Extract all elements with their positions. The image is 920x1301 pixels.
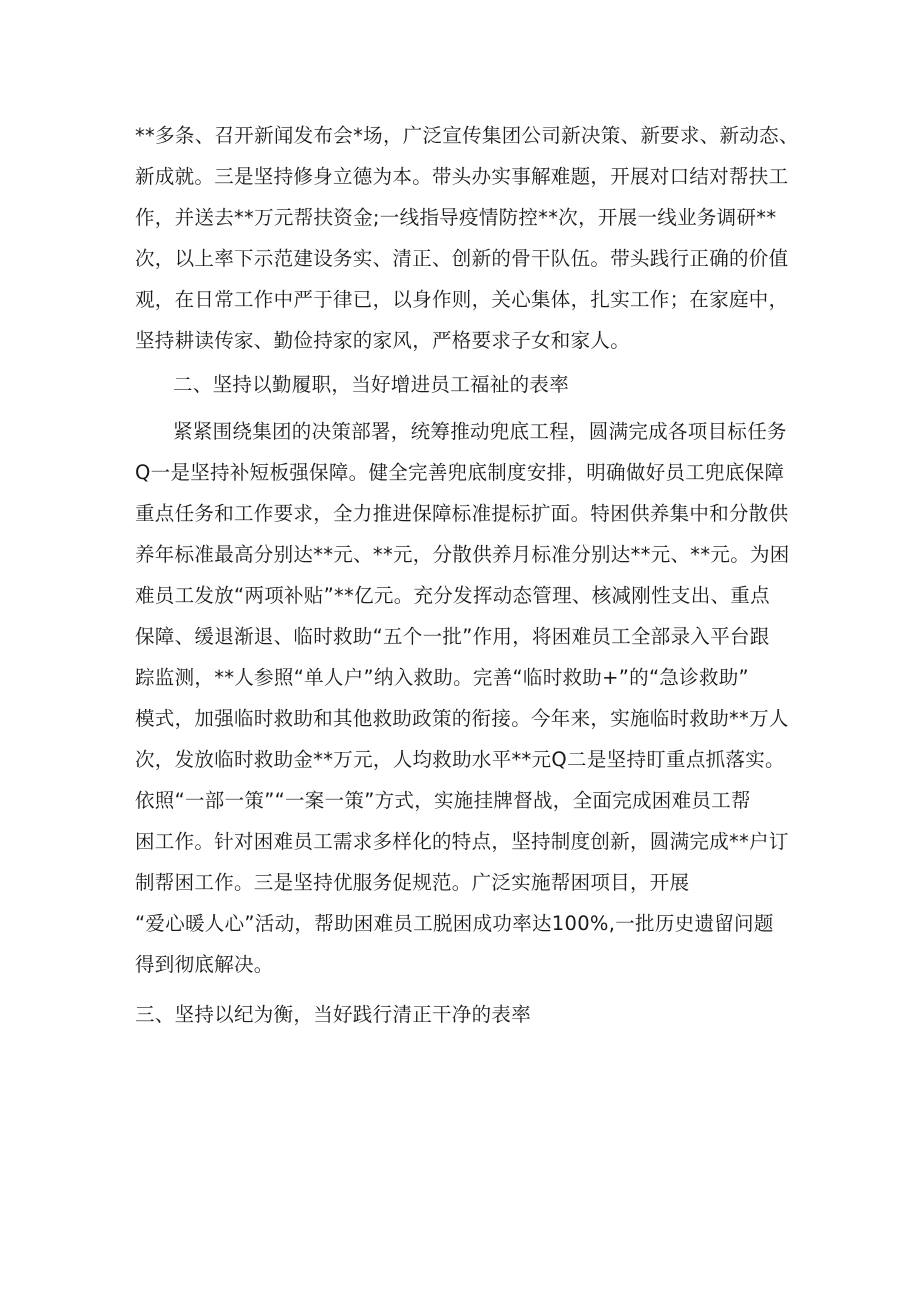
body-text-line: 难员工发放“两项补贴”**亿元。充分发挥动态管理、核减刚性支出、重点 [135,584,770,607]
body-text-line: 新成就。三是坚持修身立德为本。带头办实事解难题，开展对口结对帮扶工 [135,165,789,188]
paragraph-first-line: 紧紧围绕集团的决策部署，统筹推动兜底工程，圆满完成各项目标任务 [173,420,787,443]
body-text-line: 踪监测，**人参照“单人户”纳入救助。完善“临时救助+”的“急诊救助” [135,666,749,689]
body-text-line: 模式，加强临时救助和其他救助政策的衔接。今年来，实施临时救助**万人 [135,707,789,730]
body-text-line: 得到彻底解决。 [135,953,274,976]
body-text-line: 观，在日常工作中严于律已，以身作则，关心集体，扎实工作；在家庭中， [135,288,789,311]
body-text-line: 养年标准最高分别达**元、**元，分散供养月标准分别达**元、**元。为困 [135,543,790,566]
section-heading-2: 二、坚持以勤履职，当好增进员工福祉的表率 [173,373,570,396]
body-text-line: 困工作。针对困难员工需求多样化的特点，坚持制度创新，圆满完成**户订 [135,830,789,853]
body-text-line: 三、坚持以纪为衡，当好践行清正干净的表率 [135,1003,532,1026]
body-text-line: 重点任务和工作要求，全力推进保障标准提标扩面。特困供养集中和分散供 [135,502,789,525]
body-text-line: Q一是坚持补短板强保障。健全完善兜底制度安排，明确做好员工兜底保障 [135,461,785,484]
body-text-line: 次，发放临时救助金**万元，人均救助水平**元Q二是坚持盯重点抓落实。 [135,748,785,771]
body-text-line: **多条、召开新闻发布会*场，广泛宣传集团公司新决策、新要求、新动态、 [135,124,799,147]
body-text-line: 作，并送去**万元帮扶资金;一线指导疫情防控**次，开展一线业务调研** [135,206,777,229]
body-text-line: 坚持耕读传家、勤俭持家的家风，严格要求子女和家人。 [135,329,631,352]
body-text-line: 制帮困工作。三是坚持优服务促规范。广泛实施帮困项目，开展 [135,871,690,894]
body-text-line: 保障、缓退渐退、临时救助“五个一批”作用，将困难员工全部录入平台跟 [135,625,770,648]
body-text-line: “爱心暖人心”活动，帮助困难员工脱困成功率达100%,一批历史遗留问题 [135,912,774,935]
body-text-line: 次，以上率下示范建设务实、清正、创新的骨干队伍。带头践行正确的价值 [135,247,789,270]
body-text-line: 依照“一部一策”“一案一策”方式，实施挂牌督战，全面完成困难员工帮 [135,789,751,812]
